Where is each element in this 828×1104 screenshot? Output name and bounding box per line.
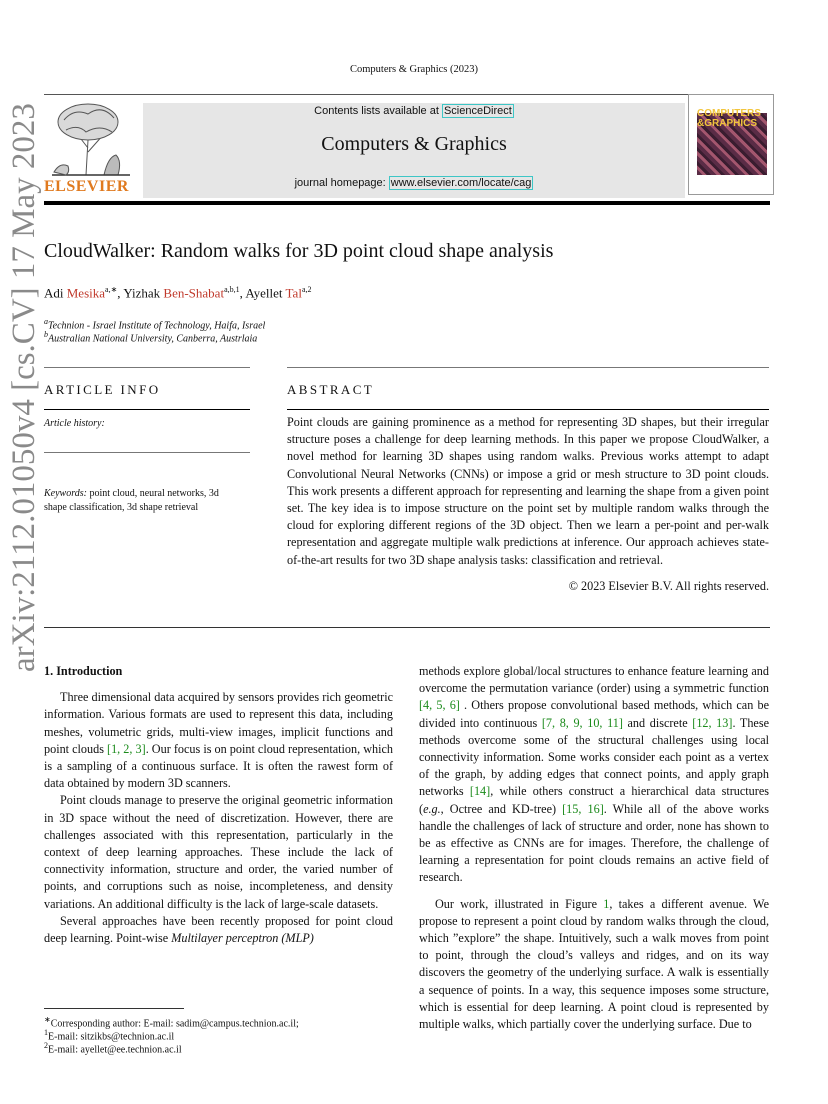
article-info-heading: ARTICLE INFO (44, 382, 161, 397)
contents-prefix: Contents lists available at (314, 105, 442, 117)
citation-link[interactable]: [1, 2, 3] (107, 741, 146, 756)
section-heading-introduction: 1. Introduction (44, 664, 123, 678)
abstract-heading: ABSTRACT (287, 382, 375, 397)
sciencedirect-link[interactable]: ScienceDirect (443, 105, 512, 117)
info-top-rule (44, 367, 250, 368)
intro-p1-text-a: Three dimensional data acquired by sensors provides rich geometric information. Various formats are used to represent this data, including meshes, volumetric grids, multi-view images, implicit functions and point clouds (44, 690, 393, 756)
footnote-2-text: E-mail: sitzikbs@technion.ac.il (48, 1031, 175, 1043)
arxiv-identifier-stamp: arXiv:2112.01050v4 [cs.CV] 17 May 2023 (6, 103, 42, 672)
keywords-text: point cloud, neural networks, 3d shape classification, 3d shape retrieval (44, 488, 219, 513)
author-sep: , (117, 285, 124, 301)
affiliation-b-sup: b (44, 330, 48, 339)
footnote-1-text: Corresponding author: E-mail: sadim@campus.technion.ac.il; (50, 1018, 299, 1030)
info-heading-rule (44, 409, 250, 410)
journal-homepage (143, 177, 685, 189)
intro-r2-text-b: , takes a different avenue. We propose to represent a point cloud by random walks through the cloud, which ”explore” the shape. Intuitively, such a walk moves from point to point, through the cloud’s valleys and ridges, and on its way discovers the geometry of the underlying surface. A walk is essentially a sequence of points. In a way, this sequence imposes some structure, which is essential for deep learning. A point cloud is represented by multiple walks, which partially cover the underlying surface. Due to (419, 896, 769, 1032)
author-1-link[interactable]: Mesika (66, 285, 106, 301)
homepage-link[interactable]: www.elsevier.com/locate/cag (390, 177, 532, 189)
paper-title: CloudWalker: Random walks for 3D point cloud shape analysis (44, 240, 554, 262)
footnote-3-mark: 2 (44, 1041, 48, 1050)
cover-title-line-2: &GRAPHICS (697, 118, 758, 129)
intro-r1-text-c: and discrete (622, 715, 693, 730)
intro-paragraph-1 (44, 689, 393, 792)
homepage-prefix: journal homepage: (294, 177, 389, 189)
intro-paragraph-3 (44, 913, 393, 947)
author-1-first: Adi (44, 285, 67, 301)
intro-r1-text-b: . Others propose convolutional based methods, which can be divided into continuous (419, 698, 769, 730)
intro-p1-text-b: . Our focus is on point cloud representation, which is a sampling of a continuous surface. It is often the rawest form of data obtained by modern 3D scanners. (44, 741, 393, 791)
header-rule (44, 94, 774, 95)
keywords-label: Keywords: (44, 488, 87, 499)
affiliation-b-text: Australian National University, Canberra, Austrlaia (48, 333, 258, 345)
cover-title-line-1: COMPUTERS (697, 108, 761, 119)
journal-cover-image (688, 94, 774, 195)
footnote-2-mark: 1 (44, 1028, 48, 1037)
citation-link[interactable]: [14] (469, 784, 491, 799)
journal-running-head: Computers & Graphics (2023) (349, 64, 479, 75)
intro-r1-text-a: methods explore global/local structures to enhance feature learning and overcome the permutation variance (order) using a symmetric function (419, 664, 769, 696)
author-3-sup: a,2 (301, 285, 312, 294)
author-2-link[interactable]: Ben-Shabat (163, 285, 225, 301)
intro-right-column (419, 663, 769, 1033)
author-list (44, 285, 312, 301)
intro-paragraph-2: Point clouds manage to preserve the original geometric information in 3D space without the need of discretization. However, there are challenges associated with this representation, particularly in the context of deep learning approaches. These include the lack of connectivity information, structure and order, the varied number of points, and corruptions such as noise, incompleteness, and density variations. An additional difficulty is the lack of large-scale datasets. (44, 793, 393, 911)
history-rule (44, 452, 250, 453)
author-3-first: Ayellet (245, 285, 286, 301)
header-thick-rule (44, 201, 770, 205)
citation-link[interactable]: [12, 13] (692, 715, 733, 730)
author-sep: , (239, 285, 246, 301)
intro-paragraph-4 (419, 663, 769, 887)
footnote-1-mark: ∗ (44, 1015, 51, 1024)
copyright-notice: © 2023 Elsevier B.V. All rights reserved. (568, 579, 769, 593)
author-3-link[interactable]: Tal (285, 285, 302, 301)
intro-r2-text-a: Our work, illustrated in Figure (435, 896, 604, 911)
keywords (44, 487, 244, 515)
intro-r1-text-f: , Octree and KD-tree) (440, 801, 563, 816)
affiliation-a-sup: a (44, 317, 48, 326)
intro-r1-text-d: . These methods overcome some of the structural challenges using local connectivity information. Some works consider each point as a vertex of the graph, by adding edges that connect points, and apply graph networks (419, 715, 769, 799)
affiliation-b (44, 330, 257, 344)
footnote-3 (44, 1039, 182, 1056)
intro-left-column (44, 663, 393, 947)
intro-r1-emphasis: e.g. (423, 801, 441, 816)
author-2-sup: a,b,1 (224, 285, 240, 294)
author-1-sup: a,∗ (105, 285, 118, 294)
journal-title: Computers & Graphics (321, 133, 507, 155)
article-history-label: Article history: (44, 418, 105, 429)
footnote-rule (44, 1008, 184, 1009)
intro-p3-emphasis: Multilayer perceptron (MLP) (171, 931, 314, 946)
intro-r1-text-e: , while others construct a hierarchical data structures ( (419, 784, 769, 816)
citation-link[interactable]: [7, 8, 9, 10, 11] (541, 715, 623, 730)
intro-r1-text-g: . While all of the above works handle the challenges of lack of structure and order, none has shown to be as effective as CNNs are for images. Therefore, the challenge of learning a representation for point clouds remains an active field of research. (419, 801, 770, 885)
abstract-heading-rule (287, 409, 769, 410)
footnote-3-text: E-mail: ayellet@ee.technion.ac.il (48, 1044, 182, 1056)
elsevier-tree-logo (44, 100, 134, 178)
affiliation-a-text: Technion - Israel Institute of Technology, Haifa, Israel (48, 320, 266, 332)
contents-availability (143, 105, 685, 117)
figure-link[interactable]: 1 (603, 896, 610, 911)
citation-link[interactable]: [15, 16] (562, 801, 604, 816)
elsevier-wordmark: ELSEVIER (44, 178, 129, 195)
citation-link[interactable]: [4, 5, 6] (419, 698, 460, 713)
cover-title (697, 109, 767, 129)
author-2-first: Yizhak (123, 285, 164, 301)
abstract-bottom-rule (44, 627, 770, 628)
intro-p3-text: Several approaches have been recently proposed for point cloud deep learning. Point-wise (44, 913, 393, 946)
abstract-text: Point clouds are gaining prominence as a method for representing 3D shapes, but their irregular structure poses a challenge for deep learning methods. In this paper we propose CloudWalker, a novel method for learning 3D shapes using random walks. Previous works attempt to adapt Convolutional Neural Networks (CNNs) or impose a grid or mesh structure to 3D point clouds. This work presents a different approach for representing and learning the shape from a given point set. The key idea is to impose structure on the point set by multiple random walks through the cloud for exploring different regions of the 3D object. Then we learn a per-point and per-walk representation and aggregate multiple walk predictions at inference. Our approach achieves state-of-the-art results for two 3D shape analysis tasks: classification and retrieval. (287, 415, 769, 567)
abstract-top-rule (287, 367, 769, 368)
intro-paragraph-5 (419, 896, 769, 1034)
